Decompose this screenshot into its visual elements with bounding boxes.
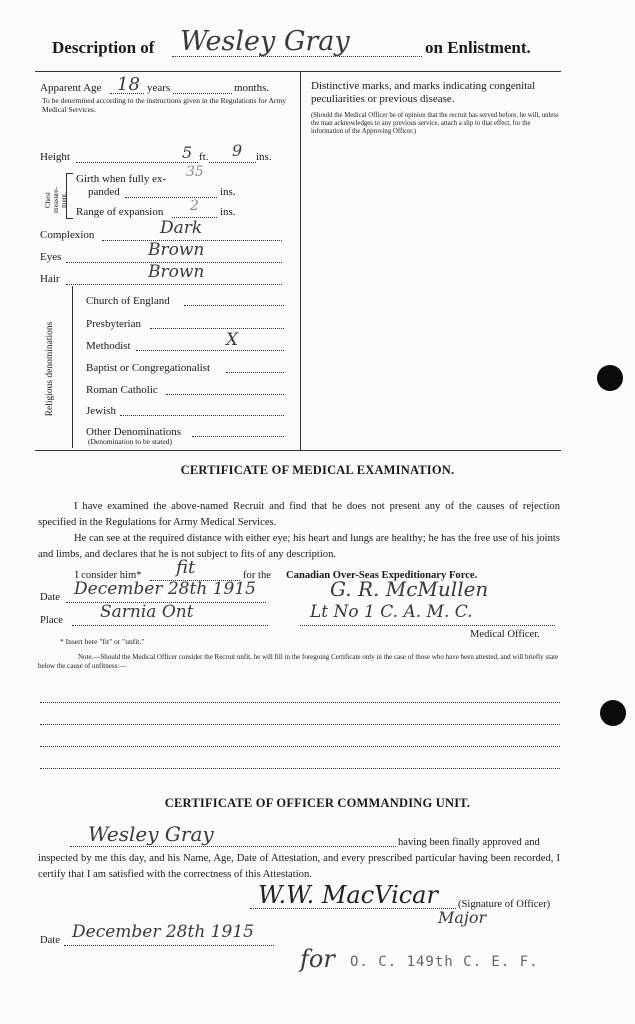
unfit-line-3 [40, 746, 560, 747]
commanding-signature-handwritten: W.W. MacVicar [258, 881, 438, 909]
medical-place-label: Place [40, 615, 63, 626]
range-handwritten: 2 [190, 198, 199, 214]
complexion-label: Complexion [40, 229, 95, 241]
height-in-handwritten: 9 [232, 141, 243, 160]
consider-post: for the [243, 570, 271, 581]
commanding-rank-handwritten: Major [438, 908, 487, 927]
girth-handwritten: 35 [186, 164, 204, 180]
eyes-label: Eyes [40, 251, 62, 263]
commanding-date-label: Date [40, 935, 60, 946]
age-years-handwritten: 18 [117, 74, 140, 95]
denomination-note: (Denomination to be stated) [88, 437, 172, 446]
religion-line-7 [192, 436, 284, 437]
methodist-mark-handwritten: X [226, 330, 239, 350]
religion-baptist: Baptist or Congregationalist [86, 362, 211, 374]
height-label: Height [40, 151, 70, 163]
religion-other: Other Denominations [86, 426, 182, 438]
religion-methodist: Methodist [86, 340, 131, 352]
religion-jewish: Jewish [86, 405, 116, 417]
religion-divider [72, 286, 73, 448]
apparent-age-label: Apparent Age [40, 82, 102, 94]
punch-hole-top [597, 365, 623, 391]
signature-of-officer-label: (Signature of Officer) [458, 899, 551, 910]
medical-signature-handwritten: G. R. McMullen [330, 577, 489, 601]
medical-place-handwritten: Sarnia Ont [100, 602, 194, 622]
commanding-date-line [64, 945, 274, 946]
chest-bracket [66, 173, 73, 219]
medical-paragraph-2: He can see at the required distance with either eye; his heart and lungs are healthy; he has the free use of his joints and limbs, and declares that he is not subject to fits of any description. [38, 533, 560, 560]
commanding-p1-b: inspected by me this day, and his Name, Age, Date of Attestation, and every prescribed particular having been recorded, I certify that I am satisfied with the correctness of this Attestation. [38, 853, 560, 880]
medical-date-handwritten: December 28th 1915 [74, 579, 256, 599]
column-divider [300, 72, 301, 450]
religion-line-6 [120, 415, 284, 416]
girth-ins-label: ins. [220, 186, 236, 198]
officer-commanding-stamp: O. C. 149th C. E. F. [350, 954, 539, 970]
ins-label: ins. [256, 151, 272, 163]
girth-line [125, 197, 217, 198]
commanding-date-handwritten: December 28th 1915 [72, 922, 254, 942]
height-line [76, 162, 256, 163]
section-rule [35, 450, 561, 451]
medical-date-label: Date [40, 592, 60, 603]
religion-line-2 [150, 328, 284, 329]
years-label: years [147, 82, 171, 94]
fit-footnote: * Insert here "fit" or "unfit." [60, 637, 145, 646]
complexion-handwritten: Dark [160, 218, 203, 238]
religion-roman-catholic: Roman Catholic [86, 384, 158, 396]
religion-presbyterian: Presbyterian [86, 318, 141, 330]
religion-label: Religious denominations [45, 321, 55, 417]
medical-officer-line [300, 625, 555, 626]
range-label: Range of expansion [76, 206, 164, 218]
hair-handwritten: Brown [148, 262, 205, 282]
commanding-name-handwritten: Wesley Gray [88, 822, 214, 846]
header-suffix: on Enlistment. [425, 38, 531, 57]
header-prefix: Description of [52, 38, 155, 57]
top-rule [35, 71, 561, 72]
girth-label-1: Girth when fully ex- [76, 173, 167, 185]
ft-label: ft. [199, 151, 209, 163]
consider-handwritten: fit [176, 557, 196, 578]
commanding-name-line [70, 846, 396, 847]
hair-label: Hair [40, 273, 60, 285]
commanding-certificate-title: CERTIFICATE OF OFFICER COMMANDING UNIT. [164, 796, 471, 810]
unfit-line-4 [40, 768, 560, 769]
unfit-line-1 [40, 702, 560, 703]
girth-label-2: panded [88, 186, 120, 198]
medical-certificate-title: CERTIFICATE OF MEDICAL EXAMINATION. [180, 463, 455, 477]
hair-line [66, 284, 282, 285]
consider-pre: I consider him* [75, 570, 142, 581]
punch-hole-bottom [600, 700, 626, 726]
chest-label: Chest measure-ment. [44, 187, 68, 213]
medical-officer-unit-handwritten: Lt No 1 C. A. M. C. [310, 602, 473, 622]
header-name-handwritten: Wesley Gray [180, 26, 350, 57]
medical-officer-label: Medical Officer. [470, 629, 540, 640]
for-handwritten: for [300, 945, 335, 973]
months-label: months. [234, 82, 270, 94]
height-ft-handwritten: 5 [182, 143, 193, 162]
religion-line-4 [226, 372, 284, 373]
medical-paragraph-1: I have examined the above-named Recruit and find that he does not present any of the causes of rejection specified in the Regulations for Army Medical Services. [38, 501, 560, 528]
force-name: Canadian Over-Seas Expeditionary Force. [286, 570, 478, 581]
distinctive-marks-note: (Should the Medical Officer be of opinion that the recruit has served before, he will, unless the man acknowledges to any previous service, attach a slip to that effect, for the information of the Approving Officer.) [311, 112, 559, 135]
medical-place-line [72, 625, 268, 626]
unfitness-note: Note.—Should the Medical Officer consider the Recruit unfit, he will fill in the foregoing Certificate only in the case of those who have been attested, and will briefly state below the cause of unfitness:— [38, 653, 559, 670]
eyes-handwritten: Brown [148, 240, 205, 260]
commanding-p1-a: having been finally approved and [398, 837, 540, 848]
age-note: To be determined according to the instructions given in the Regulations for Army Medical Services. [42, 96, 287, 114]
header-name-line [172, 56, 422, 57]
religion-church-of-england: Church of England [86, 295, 170, 307]
religion-line-3 [136, 350, 284, 351]
religion-line-1 [184, 305, 284, 306]
religion-line-5 [166, 394, 284, 395]
distinctive-marks-title: Distinctive marks, and marks indicating congenital peculiarities or previous disease. [311, 80, 536, 105]
unfit-line-2 [40, 724, 560, 725]
range-ins-label: ins. [220, 206, 236, 218]
